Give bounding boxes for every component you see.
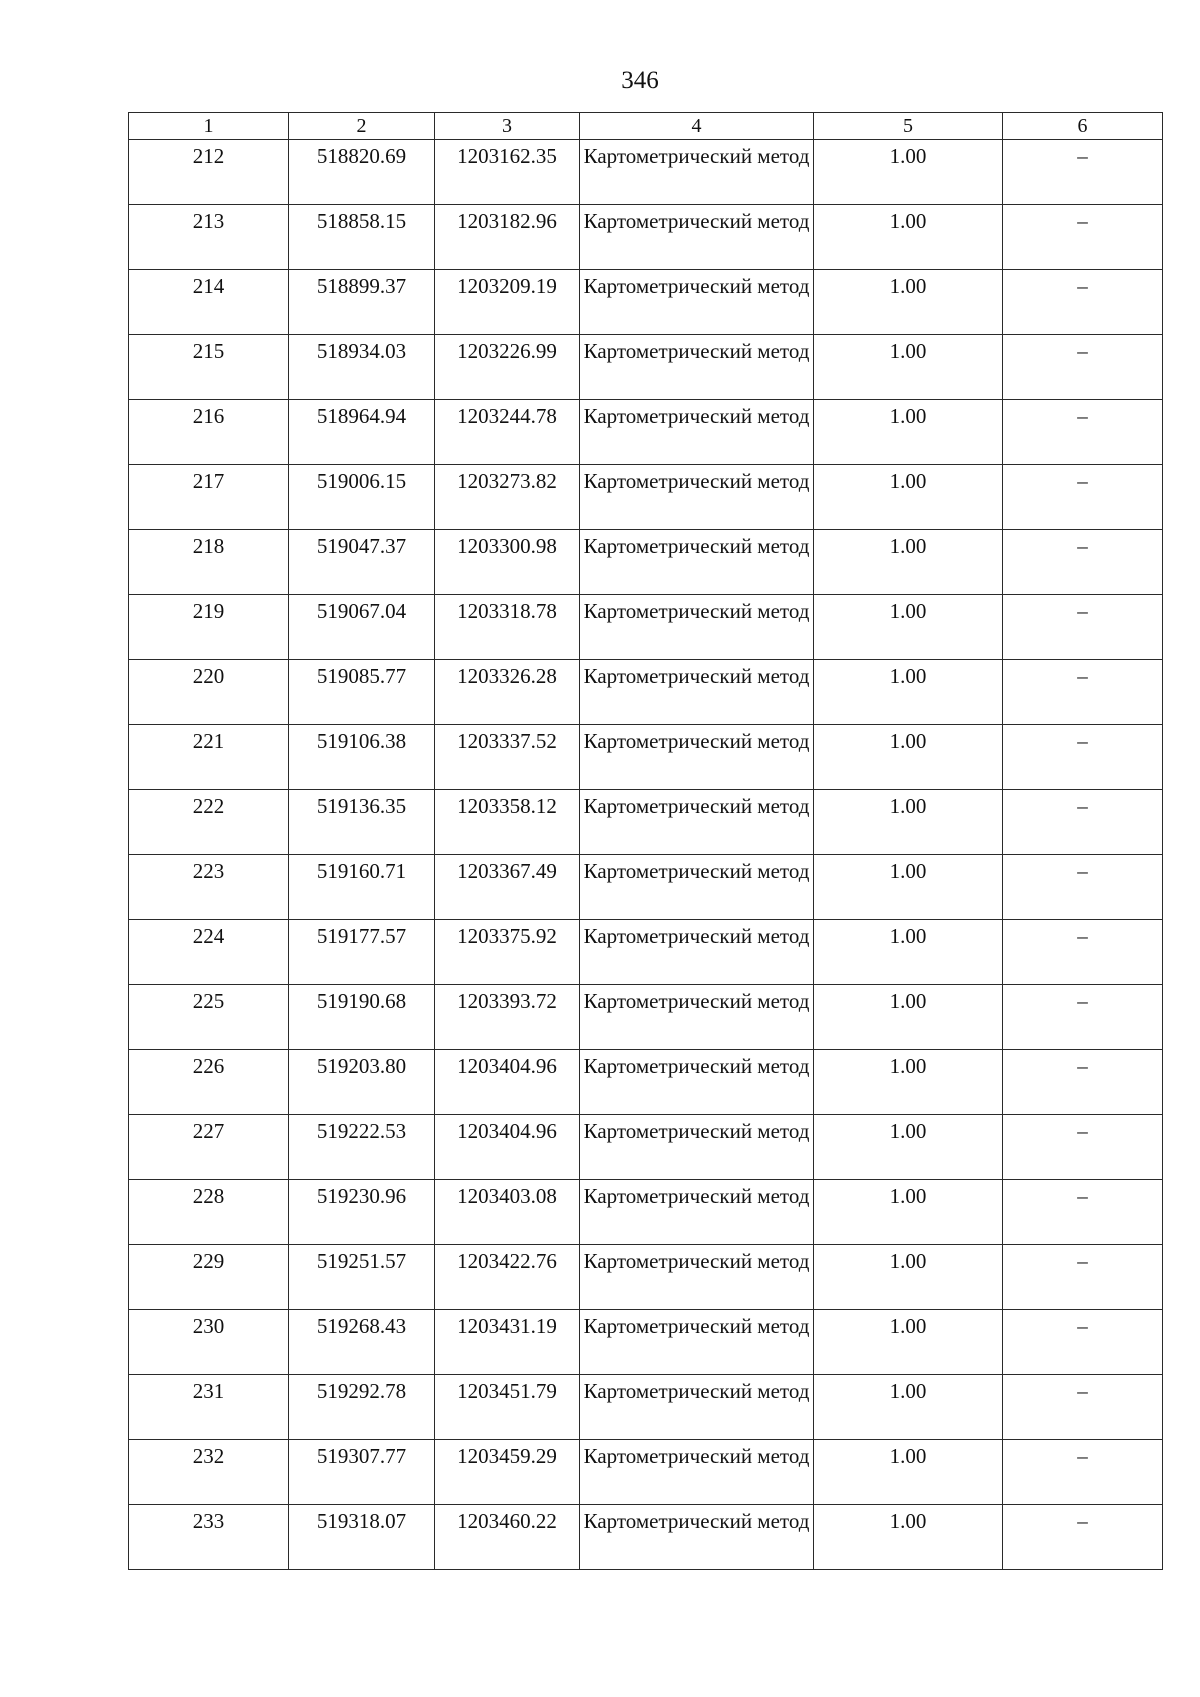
note-cell: – xyxy=(1003,595,1163,660)
note-cell: – xyxy=(1003,1440,1163,1505)
x-coordinate-cell: 519268.43 xyxy=(289,1310,435,1375)
y-coordinate-cell: 1203375.92 xyxy=(435,920,580,985)
point-number-cell: 230 xyxy=(129,1310,289,1375)
point-number-cell: 223 xyxy=(129,855,289,920)
point-number-cell: 225 xyxy=(129,985,289,1050)
x-coordinate-cell: 519251.57 xyxy=(289,1245,435,1310)
note-cell: – xyxy=(1003,140,1163,205)
y-coordinate-cell: 1203404.96 xyxy=(435,1115,580,1180)
y-coordinate-cell: 1203182.96 xyxy=(435,205,580,270)
note-cell: – xyxy=(1003,725,1163,790)
table-body xyxy=(129,140,1163,1570)
y-coordinate-cell: 1203431.19 xyxy=(435,1310,580,1375)
y-coordinate-cell: 1203460.22 xyxy=(435,1505,580,1570)
method-cell: Картометрический метод xyxy=(580,400,814,465)
note-cell: – xyxy=(1003,855,1163,920)
y-coordinate-cell: 1203404.96 xyxy=(435,1050,580,1115)
y-coordinate-cell: 1203358.12 xyxy=(435,790,580,855)
method-cell: Картометрический метод xyxy=(580,920,814,985)
accuracy-cell: 1.00 xyxy=(814,1440,1003,1505)
note-cell: – xyxy=(1003,1245,1163,1310)
y-coordinate-cell: 1203244.78 xyxy=(435,400,580,465)
note-cell: – xyxy=(1003,1310,1163,1375)
method-cell: Картометрический метод xyxy=(580,205,814,270)
method-cell: Картометрический метод xyxy=(580,1375,814,1440)
table-row xyxy=(129,270,1163,335)
method-cell: Картометрический метод xyxy=(580,1180,814,1245)
accuracy-cell: 1.00 xyxy=(814,855,1003,920)
x-coordinate-cell: 519136.35 xyxy=(289,790,435,855)
x-coordinate-cell: 518820.69 xyxy=(289,140,435,205)
table-row xyxy=(129,1310,1163,1375)
x-coordinate-cell: 518899.37 xyxy=(289,270,435,335)
table-row xyxy=(129,1050,1163,1115)
point-number-cell: 218 xyxy=(129,530,289,595)
y-coordinate-cell: 1203337.52 xyxy=(435,725,580,790)
table-row xyxy=(129,1505,1163,1570)
y-coordinate-cell: 1203162.35 xyxy=(435,140,580,205)
point-number-cell: 221 xyxy=(129,725,289,790)
table-row xyxy=(129,920,1163,985)
table-row xyxy=(129,1375,1163,1440)
table-row xyxy=(129,465,1163,530)
point-number-cell: 224 xyxy=(129,920,289,985)
accuracy-cell: 1.00 xyxy=(814,335,1003,400)
x-coordinate-cell: 519177.57 xyxy=(289,920,435,985)
x-coordinate-cell: 519106.38 xyxy=(289,725,435,790)
point-number-cell: 214 xyxy=(129,270,289,335)
column-header: 4 xyxy=(580,113,814,140)
column-header: 3 xyxy=(435,113,580,140)
point-number-cell: 231 xyxy=(129,1375,289,1440)
y-coordinate-cell: 1203318.78 xyxy=(435,595,580,660)
method-cell: Картометрический метод xyxy=(580,660,814,725)
accuracy-cell: 1.00 xyxy=(814,790,1003,855)
accuracy-cell: 1.00 xyxy=(814,920,1003,985)
note-cell: – xyxy=(1003,920,1163,985)
table-row xyxy=(129,335,1163,400)
accuracy-cell: 1.00 xyxy=(814,1505,1003,1570)
table-row xyxy=(129,660,1163,725)
note-cell: – xyxy=(1003,205,1163,270)
page-number: 346 xyxy=(621,67,659,94)
note-cell: – xyxy=(1003,270,1163,335)
x-coordinate-cell: 518964.94 xyxy=(289,400,435,465)
table-row xyxy=(129,205,1163,270)
accuracy-cell: 1.00 xyxy=(814,140,1003,205)
point-number-cell: 233 xyxy=(129,1505,289,1570)
method-cell: Картометрический метод xyxy=(580,270,814,335)
point-number-cell: 215 xyxy=(129,335,289,400)
column-header: 6 xyxy=(1003,113,1163,140)
x-coordinate-cell: 519006.15 xyxy=(289,465,435,530)
accuracy-cell: 1.00 xyxy=(814,1115,1003,1180)
y-coordinate-cell: 1203273.82 xyxy=(435,465,580,530)
y-coordinate-cell: 1203367.49 xyxy=(435,855,580,920)
accuracy-cell: 1.00 xyxy=(814,660,1003,725)
y-coordinate-cell: 1203300.98 xyxy=(435,530,580,595)
method-cell: Картометрический метод xyxy=(580,1440,814,1505)
accuracy-cell: 1.00 xyxy=(814,1245,1003,1310)
note-cell: – xyxy=(1003,1180,1163,1245)
point-number-cell: 217 xyxy=(129,465,289,530)
accuracy-cell: 1.00 xyxy=(814,1050,1003,1115)
note-cell: – xyxy=(1003,790,1163,855)
method-cell: Картометрический метод xyxy=(580,985,814,1050)
x-coordinate-cell: 519085.77 xyxy=(289,660,435,725)
point-number-cell: 229 xyxy=(129,1245,289,1310)
method-cell: Картометрический метод xyxy=(580,725,814,790)
note-cell: – xyxy=(1003,1115,1163,1180)
note-cell: – xyxy=(1003,1050,1163,1115)
accuracy-cell: 1.00 xyxy=(814,270,1003,335)
method-cell: Картометрический метод xyxy=(580,140,814,205)
accuracy-cell: 1.00 xyxy=(814,465,1003,530)
method-cell: Картометрический метод xyxy=(580,335,814,400)
method-cell: Картометрический метод xyxy=(580,1245,814,1310)
x-coordinate-cell: 519222.53 xyxy=(289,1115,435,1180)
accuracy-cell: 1.00 xyxy=(814,1375,1003,1440)
table-row xyxy=(129,1180,1163,1245)
note-cell: – xyxy=(1003,465,1163,530)
method-cell: Картометрический метод xyxy=(580,465,814,530)
point-number-cell: 213 xyxy=(129,205,289,270)
accuracy-cell: 1.00 xyxy=(814,1310,1003,1375)
y-coordinate-cell: 1203393.72 xyxy=(435,985,580,1050)
table-row xyxy=(129,400,1163,465)
x-coordinate-cell: 519318.07 xyxy=(289,1505,435,1570)
note-cell: – xyxy=(1003,530,1163,595)
note-cell: – xyxy=(1003,1375,1163,1440)
table-row xyxy=(129,855,1163,920)
column-header: 2 xyxy=(289,113,435,140)
method-cell: Картометрический метод xyxy=(580,1115,814,1180)
y-coordinate-cell: 1203451.79 xyxy=(435,1375,580,1440)
column-header: 5 xyxy=(814,113,1003,140)
y-coordinate-cell: 1203226.99 xyxy=(435,335,580,400)
note-cell: – xyxy=(1003,400,1163,465)
point-number-cell: 212 xyxy=(129,140,289,205)
table-row xyxy=(129,140,1163,205)
table-row xyxy=(129,595,1163,660)
x-coordinate-cell: 519230.96 xyxy=(289,1180,435,1245)
y-coordinate-cell: 1203209.19 xyxy=(435,270,580,335)
point-number-cell: 222 xyxy=(129,790,289,855)
x-coordinate-cell: 519292.78 xyxy=(289,1375,435,1440)
y-coordinate-cell: 1203326.28 xyxy=(435,660,580,725)
y-coordinate-cell: 1203459.29 xyxy=(435,1440,580,1505)
x-coordinate-cell: 518934.03 xyxy=(289,335,435,400)
note-cell: – xyxy=(1003,335,1163,400)
accuracy-cell: 1.00 xyxy=(814,530,1003,595)
table-row xyxy=(129,725,1163,790)
table-row xyxy=(129,790,1163,855)
y-coordinate-cell: 1203422.76 xyxy=(435,1245,580,1310)
header-row xyxy=(129,113,1163,140)
y-coordinate-cell: 1203403.08 xyxy=(435,1180,580,1245)
point-number-cell: 216 xyxy=(129,400,289,465)
x-coordinate-cell: 519160.71 xyxy=(289,855,435,920)
note-cell: – xyxy=(1003,985,1163,1050)
point-number-cell: 232 xyxy=(129,1440,289,1505)
x-coordinate-cell: 519190.68 xyxy=(289,985,435,1050)
table-row xyxy=(129,1245,1163,1310)
x-coordinate-cell: 519047.37 xyxy=(289,530,435,595)
x-coordinate-cell: 519307.77 xyxy=(289,1440,435,1505)
method-cell: Картометрический метод xyxy=(580,1505,814,1570)
table-row xyxy=(129,530,1163,595)
method-cell: Картометрический метод xyxy=(580,790,814,855)
accuracy-cell: 1.00 xyxy=(814,400,1003,465)
method-cell: Картометрический метод xyxy=(580,595,814,660)
table-row xyxy=(129,1115,1163,1180)
point-number-cell: 219 xyxy=(129,595,289,660)
accuracy-cell: 1.00 xyxy=(814,985,1003,1050)
point-number-cell: 227 xyxy=(129,1115,289,1180)
note-cell: – xyxy=(1003,1505,1163,1570)
method-cell: Картометрический метод xyxy=(580,1050,814,1115)
x-coordinate-cell: 519203.80 xyxy=(289,1050,435,1115)
x-coordinate-cell: 519067.04 xyxy=(289,595,435,660)
column-header: 1 xyxy=(129,113,289,140)
method-cell: Картометрический метод xyxy=(580,855,814,920)
accuracy-cell: 1.00 xyxy=(814,595,1003,660)
coordinates-table xyxy=(128,112,1163,1570)
table-row xyxy=(129,985,1163,1050)
x-coordinate-cell: 518858.15 xyxy=(289,205,435,270)
note-cell: – xyxy=(1003,660,1163,725)
table-row xyxy=(129,1440,1163,1505)
method-cell: Картометрический метод xyxy=(580,1310,814,1375)
accuracy-cell: 1.00 xyxy=(814,1180,1003,1245)
point-number-cell: 220 xyxy=(129,660,289,725)
method-cell: Картометрический метод xyxy=(580,530,814,595)
accuracy-cell: 1.00 xyxy=(814,205,1003,270)
point-number-cell: 228 xyxy=(129,1180,289,1245)
point-number-cell: 226 xyxy=(129,1050,289,1115)
accuracy-cell: 1.00 xyxy=(814,725,1003,790)
